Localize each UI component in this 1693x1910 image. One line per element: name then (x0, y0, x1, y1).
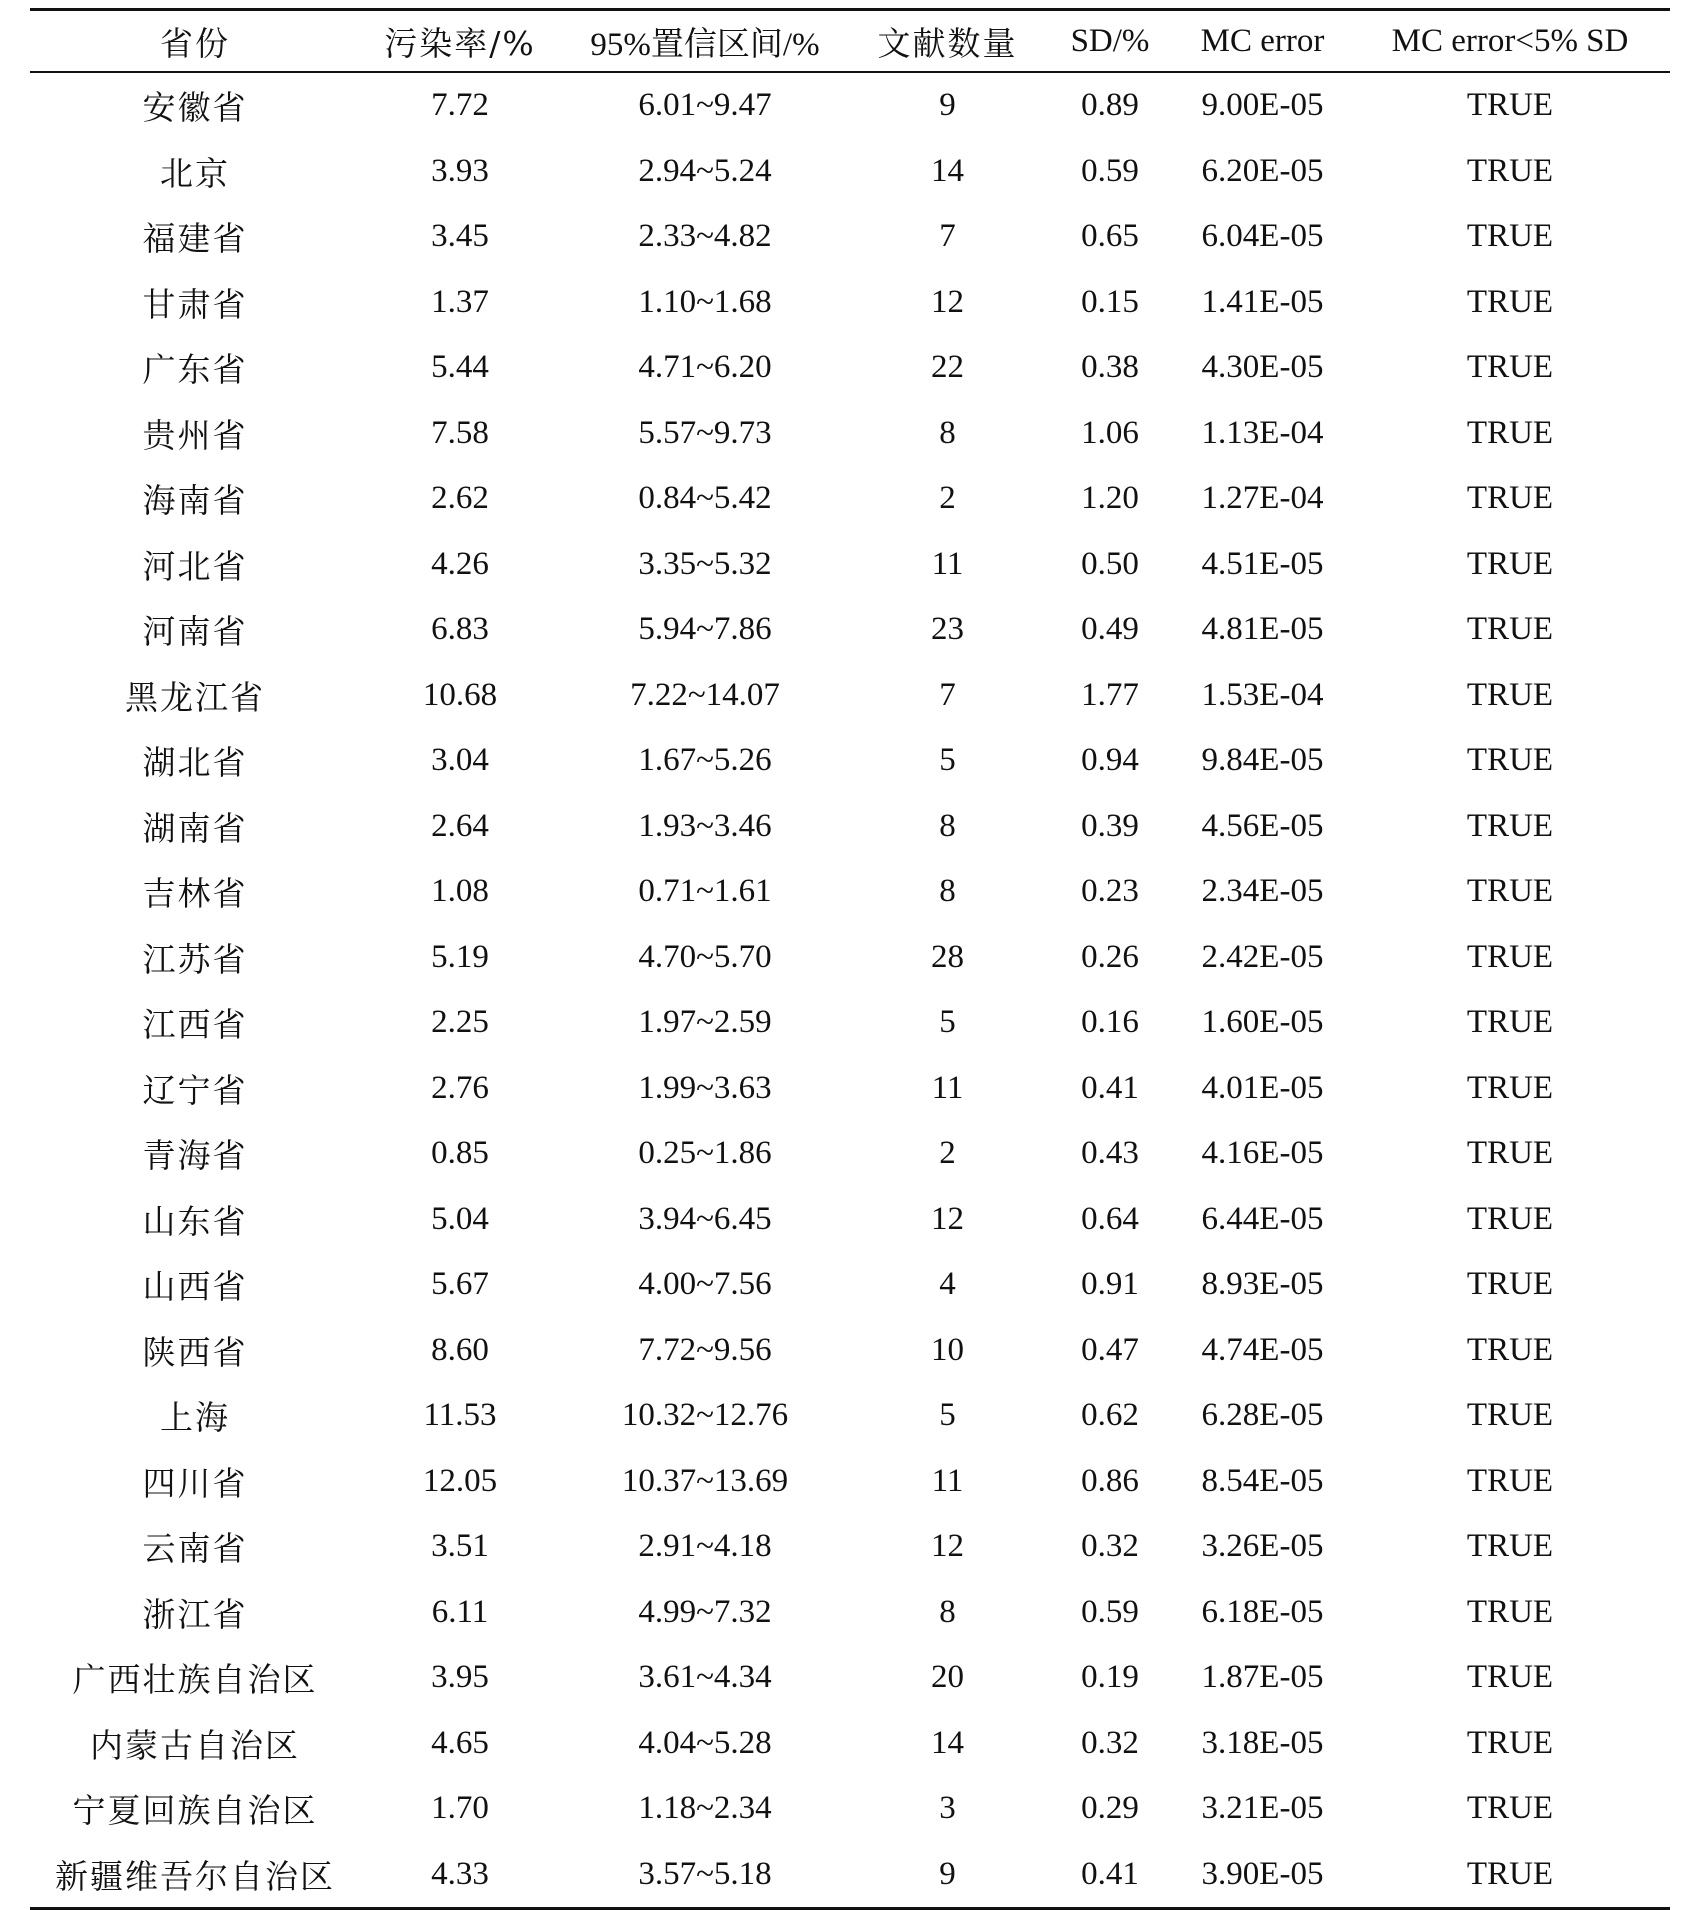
table-row (30, 204, 1670, 270)
cell-contamination-rate: 5.04 (431, 1200, 489, 1237)
cell-contamination-rate: 0.85 (431, 1135, 489, 1172)
cell-mc-error-check: TRUE (1466, 676, 1554, 713)
cell-literature-count: 5 (939, 1397, 956, 1434)
table-row (30, 1187, 1670, 1253)
table-row (30, 1776, 1670, 1842)
cell-literature-count: 28 (931, 938, 964, 975)
cell-confidence-interval: 3.35~5.32 (638, 545, 772, 582)
cell-contamination-rate: 8.60 (431, 1331, 489, 1368)
table-row (30, 1121, 1670, 1187)
cell-contamination-rate: 7.58 (431, 414, 489, 451)
cell-province: 安徽省 (142, 88, 248, 128)
cell-province: 内蒙古自治区 (90, 1725, 300, 1765)
cell-contamination-rate: 1.37 (431, 283, 489, 320)
cell-literature-count: 12 (931, 1200, 964, 1237)
cell-sd: 0.49 (1081, 611, 1139, 648)
cell-literature-count: 14 (931, 152, 964, 189)
cell-province: 江苏省 (142, 939, 248, 979)
cell-confidence-interval: 4.00~7.56 (638, 1266, 772, 1303)
cell-mc-error-check: TRUE (1466, 283, 1554, 320)
cell-sd: 0.29 (1081, 1790, 1139, 1827)
cell-province: 辽宁省 (142, 1070, 248, 1110)
cell-province: 山东省 (142, 1201, 248, 1241)
cell-contamination-rate: 4.65 (431, 1724, 489, 1761)
cell-confidence-interval: 10.32~12.76 (621, 1397, 789, 1434)
cell-mc-error-check: TRUE (1466, 545, 1554, 582)
cell-province: 宁夏回族自治区 (72, 1791, 318, 1831)
cell-literature-count: 10 (931, 1331, 964, 1368)
cell-confidence-interval: 2.94~5.24 (638, 152, 772, 189)
cell-mc-error-check: TRUE (1466, 1200, 1554, 1237)
cell-sd: 0.38 (1081, 349, 1139, 386)
cell-confidence-interval: 5.57~9.73 (638, 414, 772, 451)
cell-contamination-rate: 10.68 (422, 676, 498, 713)
cell-mc-error-check: TRUE (1466, 1593, 1554, 1630)
cell-confidence-interval: 7.22~14.07 (630, 676, 780, 713)
cell-confidence-interval: 0.25~1.86 (638, 1135, 772, 1172)
table-row (30, 1318, 1670, 1384)
cell-province: 浙江省 (142, 1594, 248, 1634)
cell-mc-error: 1.27E-04 (1201, 480, 1324, 517)
cell-province: 云南省 (142, 1529, 248, 1569)
cell-mc-error: 2.42E-05 (1201, 938, 1324, 975)
cell-mc-error-check: TRUE (1466, 1724, 1554, 1761)
cell-mc-error-check: TRUE (1466, 1004, 1554, 1041)
cell-mc-error: 3.21E-05 (1201, 1790, 1324, 1827)
table-row (30, 72, 1670, 139)
cell-sd: 0.91 (1081, 1266, 1139, 1303)
cell-province: 青海省 (142, 1136, 248, 1176)
table-row (30, 794, 1670, 860)
cell-mc-error: 1.13E-04 (1201, 414, 1324, 451)
cell-province: 广东省 (142, 350, 248, 390)
cell-sd: 0.89 (1081, 87, 1139, 124)
table-row (30, 270, 1670, 336)
cell-mc-error-check: TRUE (1466, 1266, 1554, 1303)
cell-province: 甘肃省 (142, 284, 248, 324)
cell-mc-error-check: TRUE (1466, 152, 1554, 189)
cell-mc-error: 8.54E-05 (1201, 1462, 1324, 1499)
cell-mc-error: 1.87E-05 (1201, 1659, 1324, 1696)
cell-literature-count: 2 (939, 480, 956, 517)
cell-mc-error: 9.00E-05 (1201, 87, 1324, 124)
cell-sd: 0.32 (1081, 1528, 1139, 1565)
cell-confidence-interval: 4.04~5.28 (638, 1724, 772, 1761)
cell-literature-count: 9 (939, 1855, 956, 1892)
cell-contamination-rate: 3.04 (431, 742, 489, 779)
cell-mc-error-check: TRUE (1466, 1659, 1554, 1696)
cell-confidence-interval: 3.94~6.45 (638, 1200, 772, 1237)
header-row (30, 10, 1670, 73)
cell-literature-count: 9 (939, 87, 956, 124)
table-row (30, 925, 1670, 991)
cell-mc-error: 4.51E-05 (1201, 545, 1324, 582)
cell-confidence-interval: 2.91~4.18 (638, 1528, 772, 1565)
cell-literature-count: 11 (931, 1069, 964, 1106)
cell-contamination-rate: 7.72 (431, 87, 489, 124)
cell-mc-error-check: TRUE (1466, 1135, 1554, 1172)
cell-mc-error-check: TRUE (1466, 1528, 1554, 1565)
cell-confidence-interval: 4.70~5.70 (638, 938, 772, 975)
cell-confidence-interval: 1.99~3.63 (638, 1069, 772, 1106)
cell-mc-error: 4.74E-05 (1201, 1331, 1324, 1368)
table-row (30, 1252, 1670, 1318)
cell-confidence-interval: 6.01~9.47 (638, 87, 772, 124)
cell-mc-error: 3.90E-05 (1201, 1855, 1324, 1892)
cell-contamination-rate: 3.95 (431, 1659, 489, 1696)
cell-mc-error: 4.56E-05 (1201, 807, 1324, 844)
cell-confidence-interval: 3.61~4.34 (638, 1659, 772, 1696)
cell-contamination-rate: 5.19 (431, 938, 489, 975)
column-header-literature-count: 文献数量 (877, 23, 1018, 63)
table-row (30, 335, 1670, 401)
cell-mc-error: 8.93E-05 (1201, 1266, 1324, 1303)
cell-mc-error-check: TRUE (1466, 611, 1554, 648)
cell-confidence-interval: 1.10~1.68 (638, 283, 772, 320)
table-row (30, 1645, 1670, 1711)
cell-literature-count: 11 (931, 1462, 964, 1499)
cell-mc-error-check: TRUE (1466, 414, 1554, 451)
cell-sd: 0.32 (1081, 1724, 1139, 1761)
cell-contamination-rate: 3.51 (431, 1528, 489, 1565)
cell-literature-count: 5 (939, 1004, 956, 1041)
cell-mc-error: 3.18E-05 (1201, 1724, 1324, 1761)
cell-literature-count: 8 (939, 873, 956, 910)
cell-sd: 0.86 (1081, 1462, 1139, 1499)
table-body (30, 72, 1670, 1909)
cell-province: 湖南省 (142, 808, 248, 848)
cell-sd: 0.65 (1081, 218, 1139, 255)
cell-literature-count: 12 (931, 283, 964, 320)
cell-province: 湖北省 (142, 743, 248, 783)
cell-literature-count: 12 (931, 1528, 964, 1565)
cell-confidence-interval: 4.99~7.32 (638, 1593, 772, 1630)
cell-contamination-rate: 5.44 (431, 349, 489, 386)
cell-mc-error: 1.53E-04 (1201, 676, 1324, 713)
cell-confidence-interval: 1.97~2.59 (638, 1004, 772, 1041)
cell-province: 新疆维吾尔自治区 (55, 1856, 335, 1896)
cell-sd: 0.23 (1081, 873, 1139, 910)
table-row (30, 1056, 1670, 1122)
cell-confidence-interval: 5.94~7.86 (638, 611, 772, 648)
cell-mc-error: 9.84E-05 (1201, 742, 1324, 779)
table-row (30, 1842, 1670, 1909)
table-row (30, 728, 1670, 794)
cell-confidence-interval: 1.93~3.46 (638, 807, 772, 844)
cell-contamination-rate: 6.11 (431, 1593, 489, 1630)
table-row (30, 597, 1670, 663)
table-row (30, 532, 1670, 598)
cell-province: 上海 (160, 1398, 230, 1438)
cell-province: 陕西省 (142, 1332, 248, 1372)
cell-confidence-interval: 2.33~4.82 (638, 218, 772, 255)
cell-contamination-rate: 1.70 (431, 1790, 489, 1827)
cell-mc-error-check: TRUE (1466, 349, 1554, 386)
cell-literature-count: 11 (931, 545, 964, 582)
cell-contamination-rate: 11.53 (423, 1397, 497, 1434)
cell-literature-count: 8 (939, 414, 956, 451)
cell-confidence-interval: 0.71~1.61 (638, 873, 772, 910)
cell-literature-count: 20 (931, 1659, 964, 1696)
cell-sd: 0.62 (1081, 1397, 1139, 1434)
cell-confidence-interval: 3.57~5.18 (638, 1855, 772, 1892)
cell-mc-error: 1.41E-05 (1201, 283, 1324, 320)
cell-literature-count: 2 (939, 1135, 956, 1172)
cell-confidence-interval: 1.67~5.26 (638, 742, 772, 779)
cell-contamination-rate: 3.45 (431, 218, 489, 255)
cell-mc-error: 6.18E-05 (1201, 1593, 1324, 1630)
cell-province: 广西壮族自治区 (72, 1660, 318, 1700)
cell-literature-count: 5 (939, 742, 956, 779)
column-header-mc-error-check: MC error<5% SD (1391, 22, 1629, 59)
cell-province: 贵州省 (142, 415, 248, 455)
cell-sd: 0.19 (1081, 1659, 1139, 1696)
cell-contamination-rate: 1.08 (431, 873, 489, 910)
cell-mc-error: 4.30E-05 (1201, 349, 1324, 386)
cell-sd: 0.94 (1081, 742, 1139, 779)
cell-confidence-interval: 7.72~9.56 (638, 1331, 772, 1368)
cell-mc-error: 4.81E-05 (1201, 611, 1324, 648)
cell-province: 海南省 (142, 481, 248, 521)
cell-sd: 0.43 (1081, 1135, 1139, 1172)
cell-mc-error: 6.44E-05 (1201, 1200, 1324, 1237)
cell-sd: 1.20 (1081, 480, 1139, 517)
cell-mc-error: 6.20E-05 (1201, 152, 1324, 189)
cell-mc-error-check: TRUE (1466, 807, 1554, 844)
cell-confidence-interval: 4.71~6.20 (638, 349, 772, 386)
cell-contamination-rate: 12.05 (422, 1462, 498, 1499)
cell-mc-error: 6.28E-05 (1201, 1397, 1324, 1434)
table-row (30, 401, 1670, 467)
table-row (30, 1711, 1670, 1777)
cell-mc-error: 3.26E-05 (1201, 1528, 1324, 1565)
cell-sd: 0.26 (1081, 938, 1139, 975)
cell-mc-error-check: TRUE (1466, 1397, 1554, 1434)
cell-sd: 0.50 (1081, 545, 1139, 582)
table-row (30, 1383, 1670, 1449)
cell-province: 北京 (160, 153, 230, 193)
cell-sd: 0.59 (1081, 1593, 1139, 1630)
cell-mc-error-check: TRUE (1466, 742, 1554, 779)
cell-sd: 0.16 (1081, 1004, 1139, 1041)
cell-sd: 0.39 (1081, 807, 1139, 844)
cell-mc-error: 4.16E-05 (1201, 1135, 1324, 1172)
cell-confidence-interval: 10.37~13.69 (621, 1462, 789, 1499)
cell-mc-error: 4.01E-05 (1201, 1069, 1324, 1106)
cell-mc-error-check: TRUE (1466, 480, 1554, 517)
cell-mc-error-check: TRUE (1466, 1462, 1554, 1499)
cell-literature-count: 23 (931, 611, 964, 648)
cell-sd: 0.41 (1081, 1069, 1139, 1106)
cell-contamination-rate: 2.76 (431, 1069, 489, 1106)
table-row (30, 139, 1670, 205)
cell-province: 黑龙江省 (125, 677, 265, 717)
cell-province: 福建省 (142, 219, 248, 259)
cell-literature-count: 22 (931, 349, 964, 386)
cell-sd: 0.15 (1081, 283, 1139, 320)
cell-contamination-rate: 5.67 (431, 1266, 489, 1303)
column-header-sd: SD/% (1070, 22, 1150, 59)
cell-mc-error-check: TRUE (1466, 938, 1554, 975)
cell-province: 河南省 (142, 612, 248, 652)
cell-literature-count: 8 (939, 807, 956, 844)
table-header (30, 10, 1670, 73)
cell-mc-error: 6.04E-05 (1201, 218, 1324, 255)
cell-contamination-rate: 6.83 (431, 611, 489, 648)
cell-sd: 0.64 (1081, 1200, 1139, 1237)
cell-province: 四川省 (142, 1463, 248, 1503)
cell-contamination-rate: 4.33 (431, 1855, 489, 1892)
cell-literature-count: 14 (931, 1724, 964, 1761)
cell-mc-error-check: TRUE (1466, 1069, 1554, 1106)
cell-mc-error-check: TRUE (1466, 1855, 1554, 1892)
cell-sd: 0.41 (1081, 1855, 1139, 1892)
cell-confidence-interval: 0.84~5.42 (638, 480, 772, 517)
cell-literature-count: 7 (939, 218, 956, 255)
table-row (30, 859, 1670, 925)
cell-sd: 0.59 (1081, 152, 1139, 189)
cell-mc-error-check: TRUE (1466, 1331, 1554, 1368)
cell-contamination-rate: 2.25 (431, 1004, 489, 1041)
cell-literature-count: 3 (939, 1790, 956, 1827)
cell-mc-error-check: TRUE (1466, 1790, 1554, 1827)
cell-literature-count: 7 (939, 676, 956, 713)
cell-province: 山西省 (142, 1267, 248, 1307)
cell-mc-error-check: TRUE (1466, 87, 1554, 124)
cell-province: 江西省 (142, 1005, 248, 1045)
cell-sd: 1.06 (1081, 414, 1139, 451)
column-header-mc-error: MC error (1200, 22, 1325, 59)
cell-mc-error-check: TRUE (1466, 873, 1554, 910)
table-row (30, 1449, 1670, 1515)
cell-literature-count: 8 (939, 1593, 956, 1630)
cell-contamination-rate: 3.93 (431, 152, 489, 189)
table-row (30, 663, 1670, 729)
table-row (30, 990, 1670, 1056)
cell-sd: 1.77 (1081, 676, 1139, 713)
cell-province: 吉林省 (142, 874, 248, 914)
cell-mc-error: 2.34E-05 (1201, 873, 1324, 910)
cell-literature-count: 4 (939, 1266, 956, 1303)
cell-mc-error-check: TRUE (1466, 218, 1554, 255)
table-row (30, 1514, 1670, 1580)
table-row (30, 466, 1670, 532)
data-table-container (30, 8, 1670, 1910)
cell-confidence-interval: 1.18~2.34 (638, 1790, 772, 1827)
column-header-contamination-rate: 污染率/% (384, 23, 536, 63)
province-contamination-table (30, 8, 1670, 1910)
cell-province: 河北省 (142, 546, 248, 586)
column-header-confidence-interval: 95%置信区间/% (590, 26, 820, 63)
cell-contamination-rate: 2.64 (431, 807, 489, 844)
column-header-province: 省份 (160, 23, 230, 63)
cell-contamination-rate: 2.62 (431, 480, 489, 517)
cell-mc-error: 1.60E-05 (1201, 1004, 1324, 1041)
cell-sd: 0.47 (1081, 1331, 1139, 1368)
table-row (30, 1580, 1670, 1646)
cell-contamination-rate: 4.26 (431, 545, 489, 582)
